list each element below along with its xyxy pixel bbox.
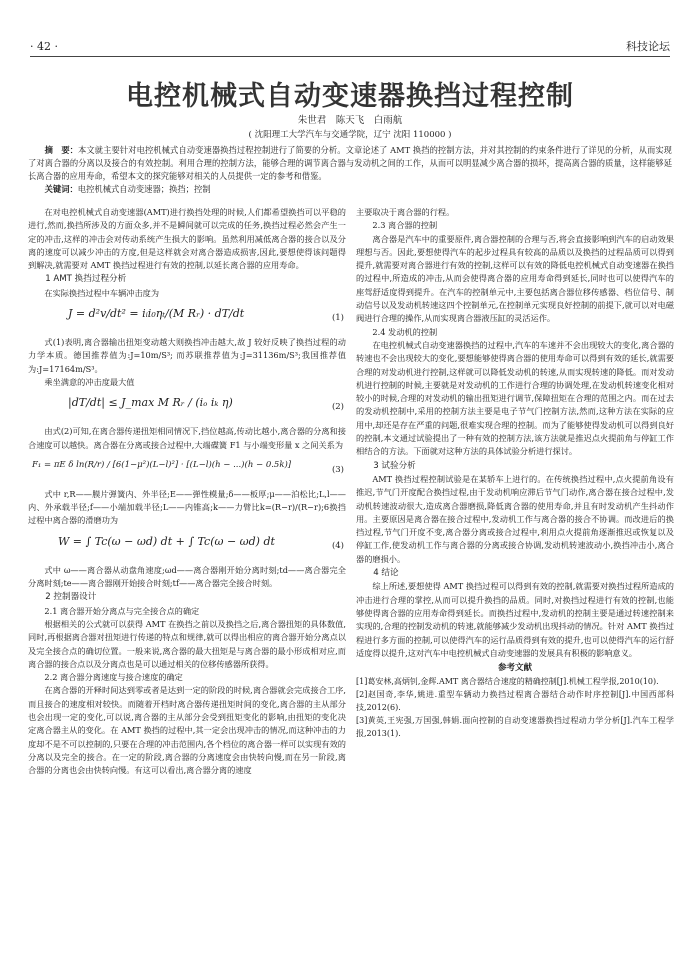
equation-2-body: |dT/dt| ≤ J_max M Rᵣ / (iₒ iₖ η) (68, 396, 233, 410)
paragraph: 主要取决于离合器的行程。 (356, 207, 455, 217)
keywords-label: 关键词： (44, 184, 78, 194)
authors: 朱世君 陈天飞 白雨航 (297, 115, 403, 126)
page-header (30, 36, 670, 57)
journal-name: 科技论坛 (626, 40, 670, 53)
affiliation: ( 沈阳理工大学汽车与交通学院，辽宁 沈阳 110000 ) (248, 130, 452, 140)
section-2-heading: 2 控制器设计 (45, 592, 97, 603)
equation-2-number: (2) (331, 402, 344, 413)
subsection-2-2-heading: 2.2 离合器分离速度与接合速度的确定 (44, 672, 183, 683)
paragraph: 式中 r,R——膜片弹簧内、外半径;E——弹性模量;δ——板厚;μ——泊松比;L,l——内、外承载半径;f——小端加载半径;L——内锥高;k——力臂比k=(R−r)/(R−r);6换挡过程中离合器的滑磨功为 (28, 488, 346, 526)
paragraph: 综上所述,要想使得 AMT 换挡过程可以得到有效的控制,就需要对换挡过程所造成的冲击进行合理的掌控,从而可以提升换挡的品质。同时,对换挡过程进行有效的控制,也能够使得离合器的应用寿命得到延长。而换挡过程中,发动机的控制主要是通过转速控制来实现的,合理的控制发动机的转速,就能够减少发动机出现抖动的情况。针对 AMT 换挡过程进行多方面的控制,可以使得汽车的运行品质得到有效的提升,也可以使得汽车的运行舒适度得以提升,这对汽车中电控机械式自动变速器的发展具有积极的影响意义。 (356, 581, 674, 658)
equation-1-body: J = d²v/dt² = iᵢi₀ηₜ/(M Rᵣ) · dT/dt (68, 307, 245, 321)
paragraph: 在电控机械式自动变速器换挡的过程中,汽车的车速并不会出现较大的变化,离合器的转速也不会出现较大的变化,要想能够使得离合器的使用寿命可以得到有效的延长,就需要合理的对发动机进行控制,这样就可以降低发动机的转速,从而实现转速的降低。而对发动机进行控制的时候,主要就是对发动机的工作进行合理的协调处理,在发动机转速变化相对较小的时候,合理的对发动机的输出扭矩进行调节,保障扭矩在合理的范围之内。而在过去的发动机控制中,采用的控制方法主要是电子节气门控制方法,然而,这种方法在实际的应用中,却还是存在严重的问题,很难实现合理的控制。而为了能够使得发动机可以得到良好的控制,本文通过试验提出了一种有效的控制方法,该方法就是推迟点火提前角与停缸工作相结合的方法。下面就对这种方法的具体试验分析进行探讨。 (356, 339, 674, 457)
left-column (28, 206, 346, 778)
right-column (356, 206, 674, 740)
paragraph: AMT 换挡过程控制试验是在某轿车上进行的。在传统换挡过程中,点火提前角设有推迟,节气门开度配合换挡过程,由于发动机响应滞后节气门动作,离合器在接合过程中,发动机转速波动很大,造成离合器磨损,降低离合器的使用寿命,并且有时发动机产生抖动作用。主要原因是离合器在接合过程中,发动机工作与离合器的接合不协调。而改进后的换挡过程,节气门开度不变,离合器分离或接合过程中,利用点火提前角逐渐推迟或恢复以及停缸工作,使发动机工作与离合器的分离或接合协调,发动机转速波动小,换挡冲击小,离合器的磨损小。 (356, 473, 674, 564)
equation-2 (28, 392, 346, 422)
keywords: 电控机械式自动变速器；换挡；控制 (77, 184, 211, 194)
paragraph: 式(1)表明,离合器输出扭矩变动越大则换挡冲击越大,故 J 较好反映了换挡过程的动力学本质。德国推荐值为:J=10m/S³; 而苏联推荐值为:J=31136m/S³;我国推荐值为:J=17164m/S³。 (28, 337, 346, 374)
intro-paragraph: 在对电控机械式自动变速器(AMT)进行换挡处理的时候,人们都希望换挡可以平稳的进行,然而,换挡所涉及的方面众多,并不是瞬间就可以完成的任务,换挡过程必然会产生一定的冲击,这样的冲击会对传动系统产生损大的影响。虽然利用减低离合器的接合以及分离的速度可以减少冲击的方度,但是这样就会对离合器造成损害,因此,要想使得该问题得到解决,就需要对 AMT 换挡过程进行有效的控制,以延长离合器的应用寿命。 (28, 207, 346, 271)
page-number: · 42 · (30, 40, 58, 53)
abstract-text: 本文就主要针对电控机械式自动变速器换挡过程控制进行了简要的分析。文章论述了 AMT 换挡的控制方法，并对其控制的约束条件进行了详见的分析，从而实现了对离合器的分离以及接合的有效控制。利用合理的控制方法，能够合理的调节离合器与发动机之间的工作，从而可以明显减少离合器的损坏，提高离合器的质量，这样能够延长离合器的应用寿命，希望本文的探究能够对相关的人员提供一定的参考和借鉴。 (28, 145, 672, 181)
reference-item: [1]葛安林,高炳钊,金辉.AMT 离合器结合速度的精确控制[J].机械工程学报,2010(10). (356, 677, 659, 687)
subsection-2-1-heading: 2.1 离合器开始分离点与完全接合点的确定 (44, 605, 200, 616)
reference-item: [2]赵国奇,李华,姚进.重型车辆动力换挡过程离合器结合动作时序控制[J].中国西部科技,2012(6). (356, 690, 674, 713)
section-1-heading: 1 AMT 换挡过程分析 (45, 274, 127, 285)
paragraph: 离合器是汽车中的重要原件,离合器控制的合理与否,将会直接影响到汽车的启动效果理想与否。因此,要想使得汽车的起步过程具有较高的品质以及换挡的过程品质可以得到提升,就需要对离合器进行有效的控制,这样可以有效的降低电控机械式自动变速器在换挡的过程中,所造成的冲击,从而会使得离合器的应用寿命得到延长,同时也可以使得汽车的座驾舒适度得到提升。在汽车的控制单元中,主要包括离合器位移传感器、档位信号、制动信号以及发动机转速这四个控制单元,在控制单元实现良好控制的前提下,就可以对电磁阀进行合理的操作,从而实现离合器液压缸的灵活运作。 (356, 233, 674, 324)
paragraph: 在离合器的开释时间达到零或者是达到一定的阶段的时候,离合器就会完成接合工序,而且接合的速度相对较快。而随着开档时离合器传递扭矩时间的变化,离合器的主从部分也会出现一定的变化,可以说,离合器的主从部分会受到扭矩变化的影响,由扭矩的变化决定离合器主从的变化。在 AMT 换挡的过程中,其一定会出现冲击的情况,而这种冲击的力度却不是不可以控制的,只要在合理的冲击范围内,各个档位的离合器一样可以实现有效的分离以及完全的接合。在一定的阶段,离合器的分离速度会由快转向慢,而在另一阶段,离合器的分离也会由快转向慢。有这可以看出,离合器分离的速度 (28, 685, 346, 776)
article-title: 电控机械式自动变速器换挡过程控制 (126, 81, 574, 112)
equation-1 (28, 303, 346, 333)
equation-1-number: (1) (331, 313, 344, 324)
equation-3-number: (3) (331, 464, 344, 475)
section-4-heading: 4 结论 (373, 568, 399, 579)
abstract-label: 摘 要： (44, 145, 79, 155)
paragraph: 乘坐满意的冲击度最大值 (44, 376, 135, 387)
equation-4 (28, 531, 346, 561)
paragraph: 根据相关的公式就可以获得 AMT 在换挡之前以及换挡之后,离合器扭矩的具体数值,同时,再根据离合器对扭矩进行传递的特点和规律,就可以得出相应的离合器开始分离点以及完全接合点的确切位置。一般来说,离合器的最大扭矩是与离合器的最小形成相对应,而离合器的接合点以及分离点也是可以通过相关的位移传感器所获得。 (28, 618, 346, 669)
section-3-heading: 3 试验分析 (373, 460, 416, 471)
paragraph: 在实际换挡过程中车辆冲击度为 (44, 287, 160, 298)
equation-4-number: (4) (331, 540, 344, 551)
equation-3-body: F₁ = πE δ ln(R/r) / [6(1−μ²)(L−l)²] · [(L−l)(h − ...)(h − 0.5k)] (32, 459, 292, 470)
subsection-2-4-heading: 2.4 发动机的控制 (372, 326, 438, 337)
abstract (28, 144, 672, 196)
subsection-2-3-heading: 2.3 离合器的控制 (372, 220, 438, 231)
paragraph: 由式(2)可知,在离合器传递扭矩相同情况下,挡位越高,传动比越小,离合器的分离和接合速度可以越快。离合器在分离或接合过程中,大端碟簧 F1 与小端变形量 x 之间关系为 (28, 426, 346, 450)
equation-3 (28, 455, 346, 485)
paragraph: 式中 ω——离合器从动盘角速度;ωd——离合器刚开始分离时刻;td——离合器完全分离时刻;te——离合器刚开始接合时刻;tf——离合器完全接合时刻。 (28, 564, 346, 589)
equation-4-body: W = ∫ Tc(ω − ωd) dt + ∫ Tc(ω − ωd) dt (58, 534, 275, 548)
reference-item: [3]黄英,王宪强,万国强,韩娟.面向控制的自动变速器换挡过程动力学分析[J].汽车工程学报,2013(1). (356, 716, 674, 739)
references-heading: 参考文献 (497, 663, 532, 674)
